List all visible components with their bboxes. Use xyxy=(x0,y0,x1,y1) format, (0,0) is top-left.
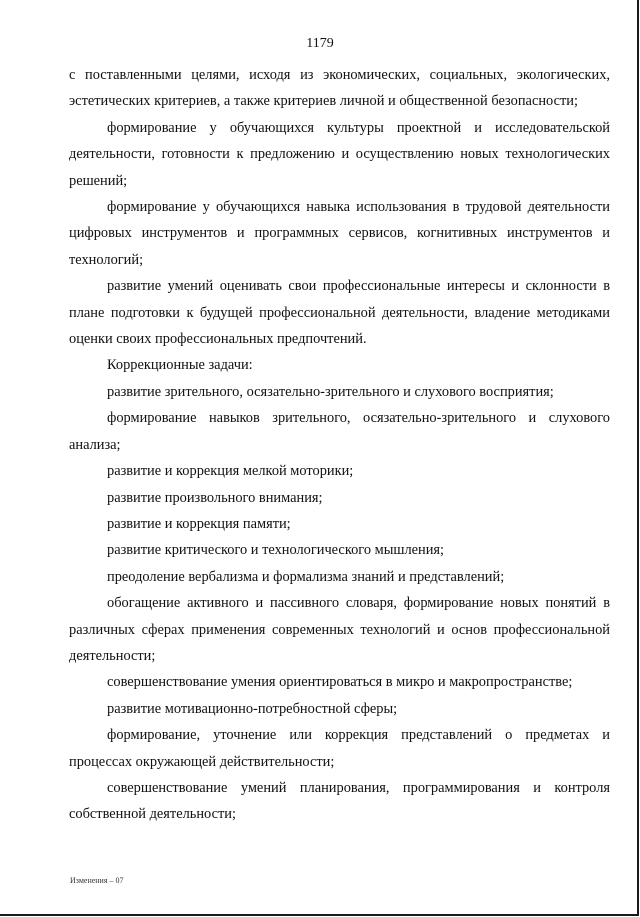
list-item: развитие и коррекция мелкой моторики; xyxy=(107,463,354,480)
list-item: преодоление вербализма и формализма знаний и представлений; xyxy=(107,568,505,585)
section-heading: Коррекционные задачи: xyxy=(107,357,253,374)
paragraph: развитие умений оценивать свои профессиональные интересы и склонности в плане подготовки к будущей профессиональной деятельности, владение методиками оценки своих профессиональных предпочтений. xyxy=(69,278,610,348)
paragraph: формирование у обучающихся навыка использования в трудовой деятельности цифровых инструментов и программных сервисов, когнитивных инструментов и технологий; xyxy=(69,199,610,268)
list-item: развитие произвольного внимания; xyxy=(107,489,323,506)
list-item: развитие зрительного, осязательно-зрительного и слухового восприятия; xyxy=(107,383,554,400)
page-number: 1179 xyxy=(306,36,334,51)
list-item: развитие критического и технологического мышления; xyxy=(107,542,445,559)
list-item: обогащение активного и пассивного словаря, формирование новых понятий в различных сферах применения современных технологий и основ профессиональной деятельности; xyxy=(69,595,610,664)
list-item: развитие мотивационно-потребностной сферы; xyxy=(107,700,398,717)
paragraph: с поставленными целями, исходя из экономических, социальных, экологических, эстетических критериев, а также критериев личной и общественной безопасности; xyxy=(69,67,610,110)
list-item: совершенствование умения ориентироваться в микро и макропространстве; xyxy=(107,674,573,691)
list-item: формирование, уточнение или коррекция представлений о предметах и процессах окружающей действительности; xyxy=(69,727,610,770)
paragraph: формирование у обучающихся культуры проектной и исследовательской деятельности, готовности к предложению и осуществлению новых технологических решений; xyxy=(69,119,610,189)
list-item: развитие и коррекция памяти; xyxy=(107,515,291,532)
list-item: формирование навыков зрительного, осязательно-зрительного и слухового анализа; xyxy=(69,410,610,453)
document-body xyxy=(69,62,610,828)
list-item: совершенствование умений планирования, программирования и контроля собственной деятельности; xyxy=(69,779,610,823)
footer-revision: Изменения – 07 xyxy=(70,876,124,885)
